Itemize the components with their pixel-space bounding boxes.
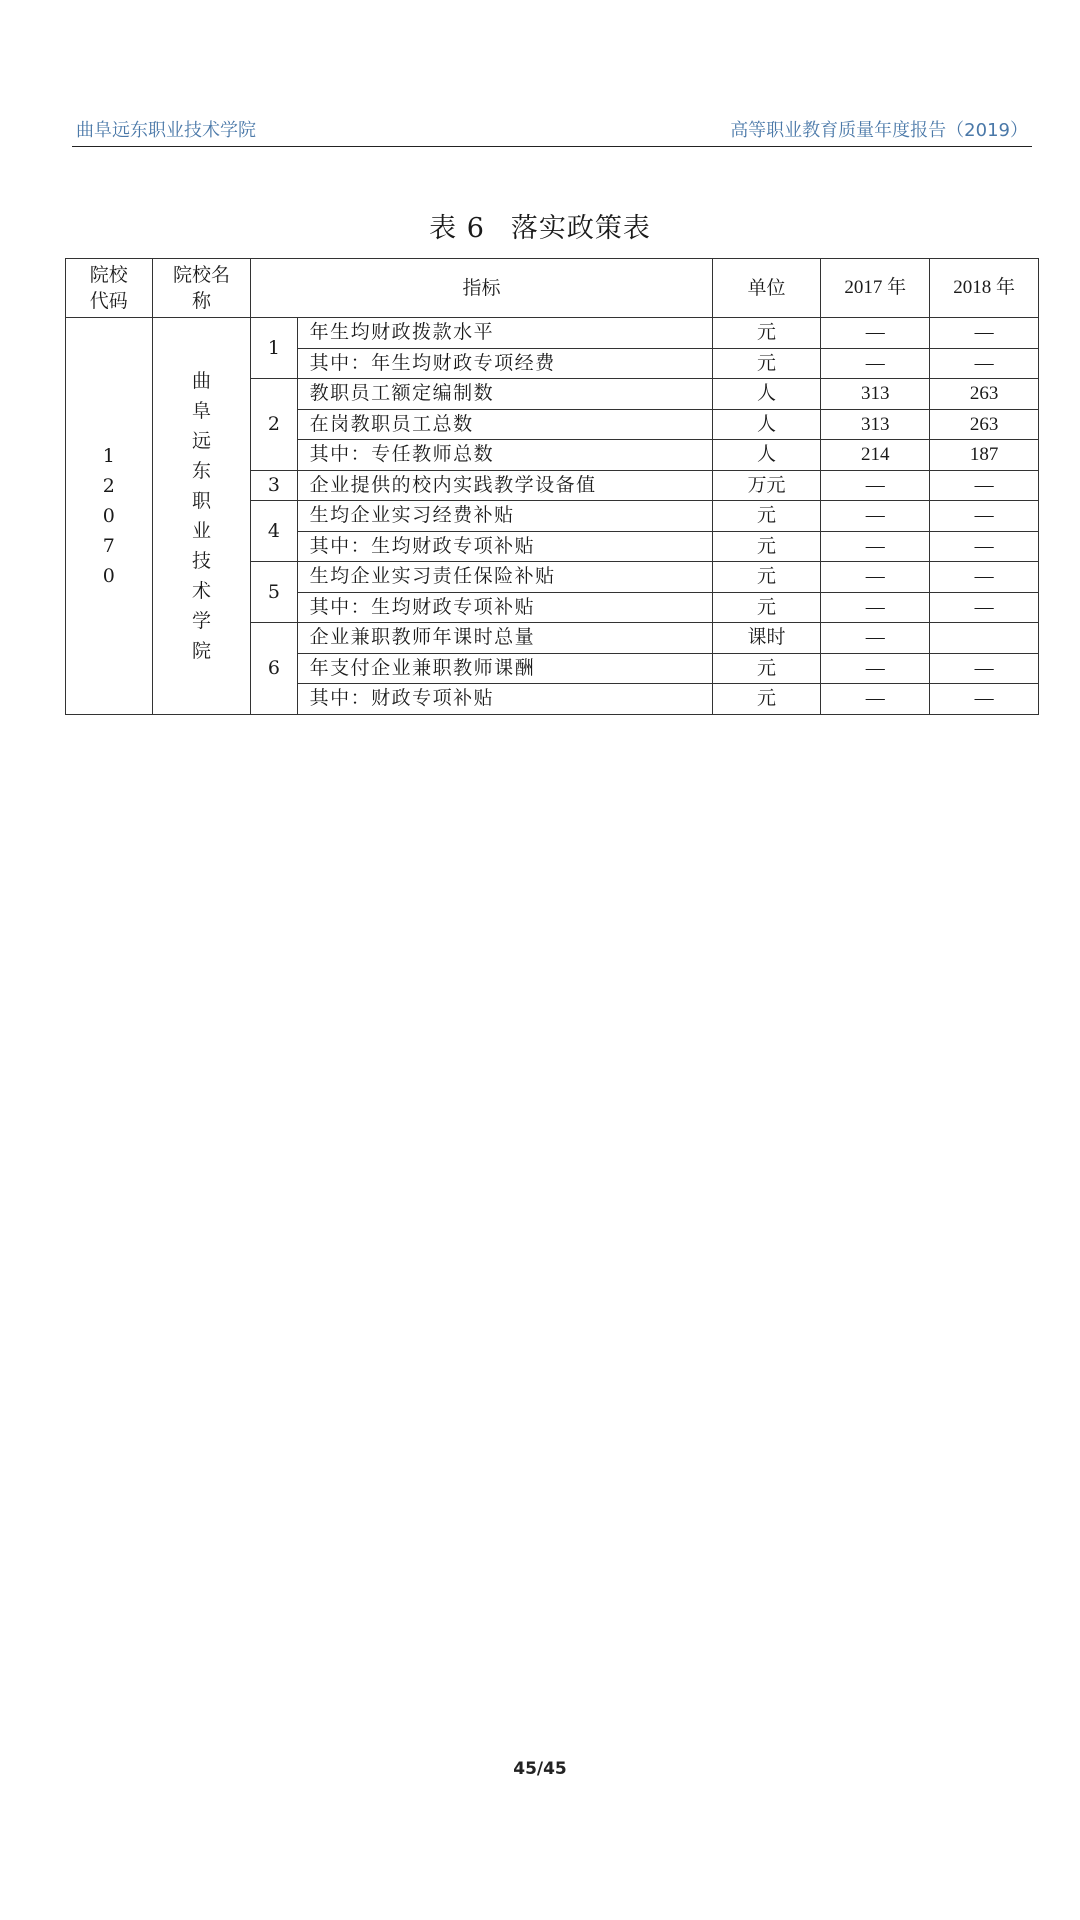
school-name-char: 学	[191, 609, 211, 632]
value-2018-cell: —	[930, 653, 1039, 684]
group-number: 4	[251, 501, 297, 562]
indicator-cell: 在岗教职员工总数	[297, 409, 712, 440]
value-2018-cell: —	[930, 684, 1039, 715]
school-name-char: 职	[191, 489, 211, 512]
page-header	[72, 116, 1032, 146]
value-2018-cell: 263	[930, 409, 1039, 440]
policy-table	[65, 258, 1039, 715]
school-name-char: 阜	[191, 399, 211, 422]
school-name-char: 院	[191, 639, 211, 662]
value-2018-cell: —	[930, 470, 1039, 501]
unit-cell: 元	[712, 318, 821, 349]
school-code-char: 7	[102, 534, 115, 557]
value-2017-cell: —	[821, 653, 930, 684]
unit-cell: 课时	[712, 623, 821, 654]
group-number: 3	[251, 470, 297, 501]
page-number: 45/45	[513, 1759, 567, 1779]
indicator-cell: 生均企业实习经费补贴	[297, 501, 712, 532]
value-2017-cell: 313	[821, 379, 930, 410]
value-2017-cell: —	[821, 501, 930, 532]
school-code-cell	[66, 318, 153, 715]
indicator-cell: 企业提供的校内实践教学设备值	[297, 470, 712, 501]
table-header-row	[66, 259, 1039, 318]
school-name-char: 术	[191, 579, 211, 602]
unit-cell: 元	[712, 501, 821, 532]
header-2018: 2018 年	[930, 259, 1039, 318]
group-number: 5	[251, 562, 297, 623]
value-2017-cell: —	[821, 348, 930, 379]
school-code-char: 0	[102, 504, 115, 527]
value-2017-cell: —	[821, 318, 930, 349]
group-number: 6	[251, 623, 297, 715]
value-2018-cell: —	[930, 592, 1039, 623]
school-name-char: 东	[191, 459, 211, 482]
header-school-name-col: 院校名称	[152, 259, 251, 318]
indicator-cell: 其中：生均财政专项补贴	[297, 531, 712, 562]
value-2018-cell: —	[930, 501, 1039, 532]
unit-cell: 万元	[712, 470, 821, 501]
school-code-char: 0	[102, 564, 115, 587]
table-title-number: 表 6	[429, 213, 485, 244]
group-number: 1	[251, 318, 297, 379]
indicator-cell: 其中：生均财政专项补贴	[297, 592, 712, 623]
value-2018-cell	[930, 623, 1039, 654]
header-indicator: 指标	[251, 259, 712, 318]
header-school-code: 院校代码	[66, 259, 153, 318]
indicator-cell: 其中：年生均财政专项经费	[297, 348, 712, 379]
value-2017-cell: —	[821, 684, 930, 715]
unit-cell: 元	[712, 348, 821, 379]
header-divider	[72, 146, 1032, 147]
indicator-cell: 生均企业实习责任保险补贴	[297, 562, 712, 593]
indicator-cell: 年支付企业兼职教师课酬	[297, 653, 712, 684]
value-2017-cell: 214	[821, 440, 930, 471]
school-code-char: 1	[102, 444, 115, 467]
unit-cell: 元	[712, 562, 821, 593]
value-2018-cell: 187	[930, 440, 1039, 471]
table-title	[0, 206, 1080, 245]
school-name-cell	[152, 318, 251, 715]
unit-cell: 人	[712, 379, 821, 410]
value-2018-cell: 263	[930, 379, 1039, 410]
unit-cell: 人	[712, 440, 821, 471]
table-row	[66, 318, 1039, 349]
value-2017-cell: —	[821, 623, 930, 654]
value-2017-cell: —	[821, 531, 930, 562]
indicator-cell: 其中：财政专项补贴	[297, 684, 712, 715]
header-school-name: 曲阜远东职业技术学院	[76, 120, 256, 141]
value-2018-cell: —	[930, 318, 1039, 349]
header-2017: 2017 年	[821, 259, 930, 318]
unit-cell: 人	[712, 409, 821, 440]
school-name-char: 业	[191, 519, 211, 542]
indicator-cell: 教职员工额定编制数	[297, 379, 712, 410]
unit-cell: 元	[712, 684, 821, 715]
table-title-text: 落实政策表	[510, 213, 651, 244]
unit-cell: 元	[712, 653, 821, 684]
school-name-char: 技	[191, 549, 211, 572]
value-2018-cell: —	[930, 562, 1039, 593]
group-number: 2	[251, 379, 297, 471]
value-2017-cell: —	[821, 470, 930, 501]
school-code-char: 2	[102, 474, 115, 497]
table-body	[66, 318, 1039, 715]
school-name-char: 曲	[191, 369, 211, 392]
unit-cell: 元	[712, 592, 821, 623]
header-report-title: 高等职业教育质量年度报告（2019）	[730, 120, 1028, 141]
indicator-cell: 其中：专任教师总数	[297, 440, 712, 471]
value-2018-cell: —	[930, 348, 1039, 379]
unit-cell: 元	[712, 531, 821, 562]
header-unit: 单位	[712, 259, 821, 318]
value-2018-cell: —	[930, 531, 1039, 562]
school-name-char: 远	[191, 429, 211, 452]
indicator-cell: 企业兼职教师年课时总量	[297, 623, 712, 654]
indicator-cell: 年生均财政拨款水平	[297, 318, 712, 349]
value-2017-cell: —	[821, 592, 930, 623]
value-2017-cell: —	[821, 562, 930, 593]
value-2017-cell: 313	[821, 409, 930, 440]
